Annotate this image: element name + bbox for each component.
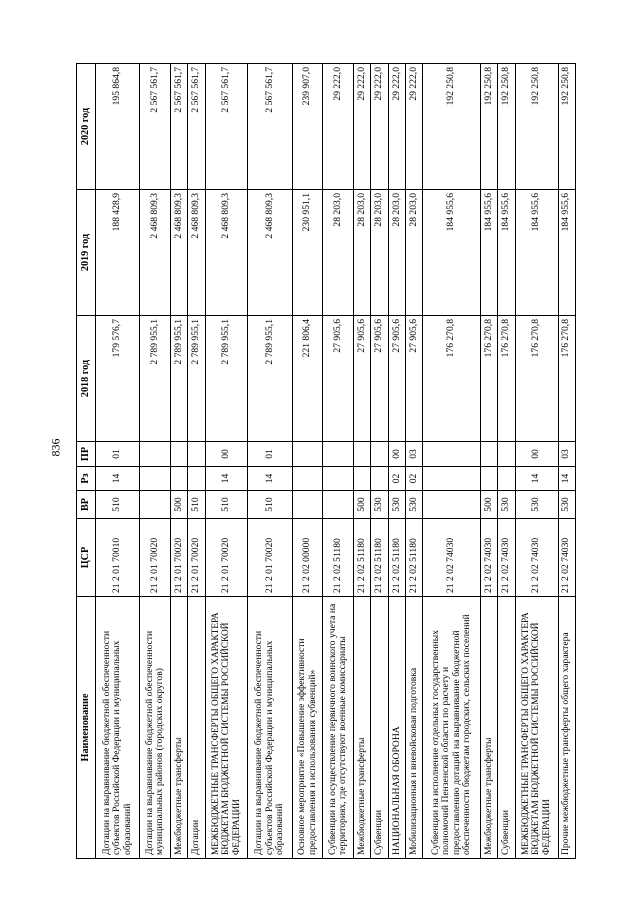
cell-vr: 530 [515, 491, 558, 519]
cell-2018: 27 905,6 [354, 316, 371, 442]
cell-rz [498, 467, 515, 491]
cell-vr: 530 [406, 491, 423, 519]
cell-2020: 2 567 561,7 [248, 64, 292, 190]
cell-2019: 184 955,6 [423, 190, 481, 316]
cell-pr [292, 442, 323, 467]
table-row [481, 64, 498, 859]
header-name: Наименование [77, 597, 96, 859]
cell-2019: 184 955,6 [515, 190, 558, 316]
cell-vr: 510 [96, 491, 140, 519]
cell-2019: 28 203,0 [323, 190, 354, 316]
cell-2018: 221 806,4 [292, 316, 323, 442]
cell-name: Дотации на выравнивание бюджетной обеспеченности субъектов Российской Федерации и муниципальных образований [96, 597, 140, 859]
cell-pr [354, 442, 371, 467]
cell-pr: 03 [558, 442, 575, 467]
cell-2020: 2 567 561,7 [205, 64, 248, 190]
cell-vr [423, 491, 481, 519]
cell-pr [170, 442, 187, 467]
table-row [323, 64, 354, 859]
cell-2020: 192 250,8 [498, 64, 515, 190]
cell-csr: 21 2 02 00000 [292, 519, 323, 597]
header-vr: ВР [77, 491, 96, 519]
cell-name: МЕЖБЮДЖЕТНЫЕ ТРАНСФЕРТЫ ОБЩЕГО ХАРАКТЕРА БЮДЖЕТАМ БЮДЖЕТНОЙ СИСТЕМЫ РОССИЙСКОЙ ФЕДЕРАЦИИ [205, 597, 248, 859]
header-2019: 2019 год [77, 190, 96, 316]
cell-2018: 27 905,6 [323, 316, 354, 442]
cell-rz [323, 467, 354, 491]
cell-vr [292, 491, 323, 519]
cell-2020: 29 222,0 [354, 64, 371, 190]
cell-2018: 2 789 955,1 [205, 316, 248, 442]
cell-2019: 28 203,0 [388, 190, 405, 316]
cell-rz: 02 [406, 467, 423, 491]
cell-2018: 2 789 955,1 [188, 316, 205, 442]
cell-name: Основное мероприятие «Повышение эффективности предоставления и использования субвенций» [292, 597, 323, 859]
table-row [558, 64, 575, 859]
cell-2020: 2 567 561,7 [140, 64, 171, 190]
cell-vr: 500 [170, 491, 187, 519]
cell-pr [188, 442, 205, 467]
cell-name: Дотации на выравнивание бюджетной обеспеченности муниципальных районов (городских округов) [140, 597, 171, 859]
cell-vr: 500 [481, 491, 498, 519]
cell-2018: 2 789 955,1 [248, 316, 292, 442]
cell-vr: 500 [354, 491, 371, 519]
cell-rz [188, 467, 205, 491]
cell-csr: 21 2 01 70020 [170, 519, 187, 597]
header-pr: ПР [77, 442, 96, 467]
cell-csr: 21 2 02 74030 [558, 519, 575, 597]
cell-pr [498, 442, 515, 467]
table-row [96, 64, 140, 859]
cell-vr [323, 491, 354, 519]
cell-2019: 28 203,0 [371, 190, 388, 316]
cell-2019: 184 955,6 [481, 190, 498, 316]
cell-2019: 2 468 809,3 [140, 190, 171, 316]
cell-pr [140, 442, 171, 467]
table-row [498, 64, 515, 859]
cell-2019: 2 468 809,3 [188, 190, 205, 316]
cell-vr [140, 491, 171, 519]
cell-csr: 21 2 02 51180 [406, 519, 423, 597]
cell-name: Межбюджетные трансферты [170, 597, 187, 859]
cell-csr: 21 2 02 51180 [354, 519, 371, 597]
cell-rz: 14 [96, 467, 140, 491]
cell-csr: 21 2 01 70020 [188, 519, 205, 597]
header-csr: ЦСР [77, 519, 96, 597]
cell-2019: 230 951,1 [292, 190, 323, 316]
cell-rz: 14 [558, 467, 575, 491]
budget-table [76, 63, 576, 859]
cell-name: Межбюджетные трансферты [481, 597, 498, 859]
table-header-row [77, 64, 96, 859]
cell-2018: 176 270,8 [515, 316, 558, 442]
cell-rz: 14 [205, 467, 248, 491]
cell-vr: 530 [558, 491, 575, 519]
cell-2020: 192 250,8 [481, 64, 498, 190]
cell-2018: 176 270,8 [423, 316, 481, 442]
cell-2019: 28 203,0 [406, 190, 423, 316]
cell-rz [140, 467, 171, 491]
cell-pr [323, 442, 354, 467]
cell-csr: 21 2 02 74030 [515, 519, 558, 597]
table-row [423, 64, 481, 859]
header-rz: Рз [77, 467, 96, 491]
table-row [371, 64, 388, 859]
page-number: 836 [48, 438, 63, 457]
table-row [188, 64, 205, 859]
cell-rz: 14 [515, 467, 558, 491]
cell-2018: 27 905,6 [406, 316, 423, 442]
cell-vr: 530 [498, 491, 515, 519]
cell-pr: 00 [515, 442, 558, 467]
cell-name: НАЦИОНАЛЬНАЯ ОБОРОНА [388, 597, 405, 859]
cell-csr: 21 2 02 51180 [388, 519, 405, 597]
cell-2019: 184 955,6 [558, 190, 575, 316]
cell-2018: 2 789 955,1 [170, 316, 187, 442]
table-row [248, 64, 292, 859]
cell-name: Межбюджетные трансферты [354, 597, 371, 859]
table-row [205, 64, 248, 859]
table-row [170, 64, 187, 859]
cell-vr: 510 [205, 491, 248, 519]
table-row [140, 64, 171, 859]
cell-pr [481, 442, 498, 467]
cell-csr: 21 2 02 51180 [323, 519, 354, 597]
cell-name: МЕЖБЮДЖЕТНЫЕ ТРАНСФЕРТЫ ОБЩЕГО ХАРАКТЕРА БЮДЖЕТАМ БЮДЖЕТНОЙ СИСТЕМЫ РОССИЙСКОЙ ФЕДЕРАЦИИ [515, 597, 558, 859]
table-row [292, 64, 323, 859]
cell-csr: 21 2 01 70020 [205, 519, 248, 597]
cell-pr [371, 442, 388, 467]
cell-rz [371, 467, 388, 491]
cell-2020: 29 222,0 [371, 64, 388, 190]
cell-name: Прочие межбюджетные трансферты общего характера [558, 597, 575, 859]
cell-2018: 2 789 955,1 [140, 316, 171, 442]
cell-pr [423, 442, 481, 467]
cell-2018: 176 270,8 [481, 316, 498, 442]
cell-2019: 28 203,0 [354, 190, 371, 316]
cell-csr: 21 2 02 74030 [498, 519, 515, 597]
cell-2020: 2 567 561,7 [188, 64, 205, 190]
cell-rz [354, 467, 371, 491]
cell-2020: 2 567 561,7 [170, 64, 187, 190]
cell-name: Субвенции [498, 597, 515, 859]
cell-2019: 2 468 809,3 [248, 190, 292, 316]
table-row [354, 64, 371, 859]
cell-2020: 192 250,8 [515, 64, 558, 190]
cell-pr: 01 [248, 442, 292, 467]
cell-csr: 21 2 01 70010 [96, 519, 140, 597]
cell-2020: 192 250,8 [558, 64, 575, 190]
cell-csr: 21 2 01 70020 [140, 519, 171, 597]
cell-rz [423, 467, 481, 491]
cell-rz: 14 [248, 467, 292, 491]
cell-2019: 184 955,6 [498, 190, 515, 316]
cell-pr: 00 [388, 442, 405, 467]
budget-table-container [76, 64, 576, 859]
cell-csr: 21 2 01 70020 [248, 519, 292, 597]
cell-2020: 29 222,0 [323, 64, 354, 190]
cell-name: Мобилизационная и вневойсковая подготовка [406, 597, 423, 859]
cell-pr: 01 [96, 442, 140, 467]
cell-2019: 2 468 809,3 [205, 190, 248, 316]
cell-2020: 239 907,0 [292, 64, 323, 190]
cell-2018: 27 905,6 [371, 316, 388, 442]
cell-vr: 510 [188, 491, 205, 519]
cell-rz [481, 467, 498, 491]
cell-2018: 176 270,8 [558, 316, 575, 442]
cell-pr: 00 [205, 442, 248, 467]
rotated-page-content [76, 64, 576, 859]
cell-rz [292, 467, 323, 491]
cell-2020: 29 222,0 [388, 64, 405, 190]
cell-2018: 27 905,6 [388, 316, 405, 442]
cell-name: Субвенции на осуществление первичного воинского учета на территориях, где отсутствуют военные комиссариаты [323, 597, 354, 859]
cell-name: Субвенции на исполнение отдельных государственных полномочий Пензенской области по расчету и предоставлению дотаций на выравнивание бюджетной обеспеченности бюджетам городских, сельских поселений [423, 597, 481, 859]
table-row [406, 64, 423, 859]
cell-csr: 21 2 02 74030 [423, 519, 481, 597]
cell-name: Субвенции [371, 597, 388, 859]
cell-2018: 179 576,7 [96, 316, 140, 442]
cell-vr: 530 [388, 491, 405, 519]
header-2018: 2018 год [77, 316, 96, 442]
cell-2018: 176 270,8 [498, 316, 515, 442]
cell-pr: 03 [406, 442, 423, 467]
table-row [515, 64, 558, 859]
cell-2019: 188 428,9 [96, 190, 140, 316]
cell-vr: 530 [371, 491, 388, 519]
cell-vr: 510 [248, 491, 292, 519]
cell-csr: 21 2 02 74030 [481, 519, 498, 597]
cell-2020: 192 250,8 [423, 64, 481, 190]
cell-csr: 21 2 02 51180 [371, 519, 388, 597]
header-2020: 2020 год [77, 64, 96, 190]
cell-name: Дотации на выравнивание бюджетной обеспеченности субъектов Российской Федерации и муниципальных образований [248, 597, 292, 859]
cell-rz: 02 [388, 467, 405, 491]
cell-2020: 29 222,0 [406, 64, 423, 190]
table-row [388, 64, 405, 859]
cell-name: Дотации [188, 597, 205, 859]
cell-2019: 2 468 809,3 [170, 190, 187, 316]
cell-2020: 195 864,8 [96, 64, 140, 190]
cell-rz [170, 467, 187, 491]
